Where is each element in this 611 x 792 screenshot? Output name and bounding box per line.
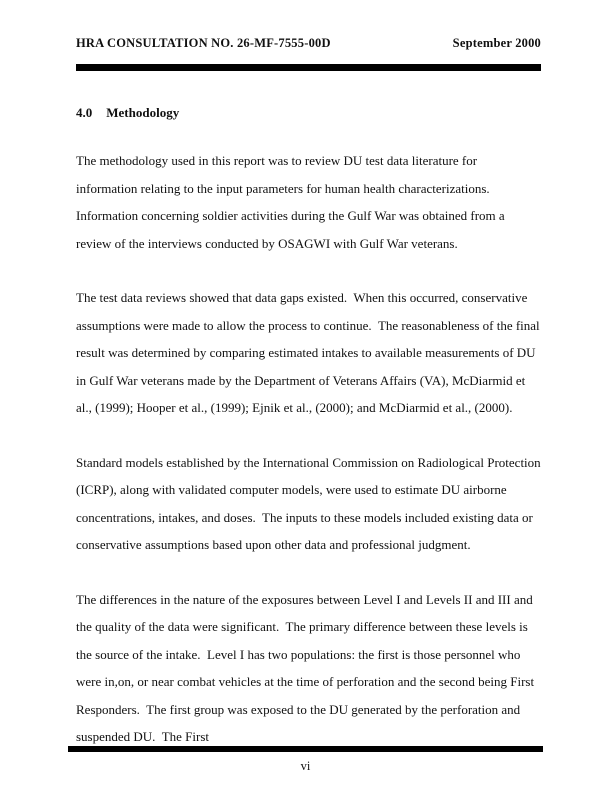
section-heading	[76, 105, 541, 121]
section-number: 4.0	[76, 105, 93, 120]
page-footer	[68, 746, 543, 774]
page-number: vi	[300, 759, 311, 773]
paragraph-methodology-overview: The methodology used in this report was to review DU test data literature for information relating to the input parameters for human health characterizations. Information concerning soldier activities during the Gulf War was obtained from a review of the interviews conducted by OSAGWI with Gulf War veterans.	[76, 153, 508, 251]
page-header	[76, 36, 541, 51]
section-title: Methodology	[106, 105, 180, 120]
paragraph-exposure-differences: The differences in the nature of the exposures between Level I and Levels II and III and the quality of the data were significant. The primary difference between these levels is the source of the intake. Level I has two populations: the first is those personnel who were in,on, or near combat vehicles at the time of perforation and the second being First Responders. The first group was exposed to the DU generated by the perforation and suspended DU. The First	[76, 591, 538, 744]
header-date: September 2000	[452, 36, 541, 50]
paragraph-data-gaps: The test data reviews showed that data gaps existed. When this occurred, conservative assumptions were made to allow the process to continue. The reasonableness of the final result was determined by comparing estimated intakes to available measurements of DU in Gulf War veterans made by the Department of Veterans Affairs (VA), McDiarmid et al., (1999); Hooper et al., (1999); Ejnik et al., (2000); and McDiarmid et al., (2000).	[76, 290, 543, 415]
footer-rule	[68, 746, 543, 752]
header-rule	[76, 64, 541, 71]
header-consultation-number: HRA CONSULTATION NO. 26-MF-7555-00D	[76, 36, 331, 50]
paragraph-standard-models: Standard models established by the International Commission on Radiological Protection (ICRP), along with validated computer models, were used to estimate DU airborne concentrations, intakes, and doses. The inputs to these models included existing data or conservative assumptions based upon other data and professional judgment.	[76, 454, 544, 552]
document-body	[76, 147, 544, 751]
